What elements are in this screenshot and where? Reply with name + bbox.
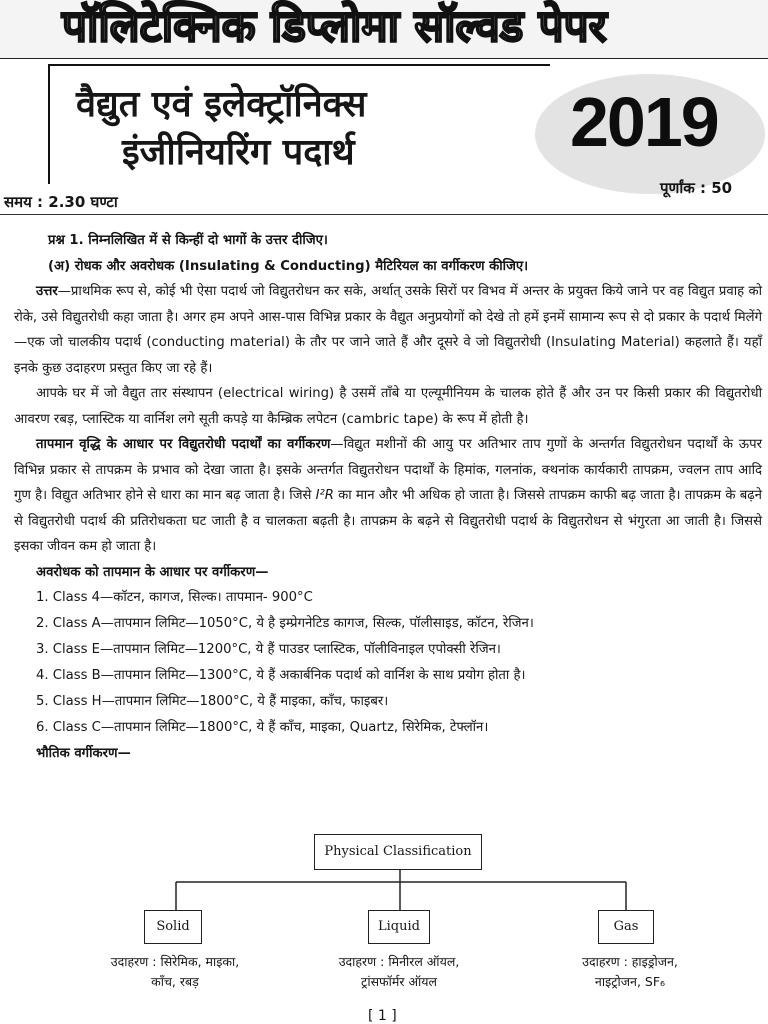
question-title: प्रश्न 1. निम्नलिखित में से किन्हीं दो भागों के उत्तर दीजिए। — [48, 233, 328, 248]
insulator-classification-heading: अवरोधक को तापमान के आधार पर वर्गीकरण— — [36, 564, 269, 580]
list-item: 5. Class H—तापमान लिमिट—1800°C, ये हैं माइका, काँच, फाइबर। — [36, 694, 389, 709]
solid-examples: उदाहरण : सिरेमिक, माइका, काँच, रबड़ — [110, 954, 240, 989]
solid-node: Solid — [144, 910, 202, 944]
gas-examples: उदाहरण : हाइड्रोजन, नाइट्रोजन, SF₆ — [582, 954, 678, 989]
title-box — [48, 64, 550, 184]
list-item: 4. Class B—तापमान लिमिट—1300°C, ये हैं अकार्बनिक पदार्थ को वार्निश के साथ प्रयोग होता है। — [36, 668, 526, 683]
temperature-classification-heading: तापमान वृद्धि के आधार पर विद्युतरोधी पदार्थों का वर्गीकरण — [36, 437, 331, 452]
list-item: 3. Class E—तापमान लिमिट—1200°C, ये हैं पाउडर प्लास्टिक, पॉलीविनाइल एपोक्सी रेजिन। — [36, 642, 501, 657]
gas-node: Gas — [598, 910, 654, 944]
liquid-node: Liquid — [368, 910, 430, 944]
answer-text-1: —प्राथमिक रूप से, कोई भी ऐसा पदार्थ जो विद्युतरोधन कर सके, अर्थात् उसके सिरों पर विभव में अन्तर के प्रयुक्त किये जाने पर वह विद्युत प्रवाह को रोके, उसे विद्युतरोधी कहा जाता है। अगर हम अपने आस-पास विभिन्न प्रकार के वैद्युत अनुप्रयोगों को देखे तो हमें इनमें सामान्य रूप से दो प्रकार के पदार्थ मिलेंगे—एक जो चालकीय पदार्थ (conducting material) के तौर पर जाने जाते हैं और दूसरे वे जो विद्युतरोधी (Insulating Material) कहलाते हैं। यहाँ इनके कुछ उदाहरण प्रस्तुत किए जा रहे हैं। — [14, 284, 762, 376]
root-node: Physical Classification — [314, 834, 482, 870]
answer-paragraph-3 — [14, 432, 762, 560]
answer-paragraph-2: आपके घर में जो वैद्युत तार संस्थापन (electrical wiring) है उसमें ताँबे या एल्यूमीनियम के चालक होते हैं और उन पर किसी प्रकार की विद्युतरोधी आवरण रबड़, प्लास्टिक या वार्निश लगे सूती कपड़े या कैम्ब्रिक लपेटन (cambric tape) के रूप में होती है। — [14, 386, 762, 427]
list-item: 2. Class A—तापमान लिमिट—1050°C, ये है इम्प्रेगनेटिड कागज, सिल्क, पॉलीसाइड, कॉटन, रेजिन। — [36, 616, 534, 631]
physical-classification-heading: भौतिक वर्गीकरण— — [36, 746, 131, 761]
list-item: 6. Class C—तापमान लिमिट—1800°C, ये हैं काँच, माइका, Quartz, सिरेमिक, टेफ्लॉन। — [36, 720, 489, 735]
exam-time: समय : 2.30 घण्टा — [4, 193, 118, 211]
page-number: [ 1 ] — [368, 1008, 397, 1024]
series-banner — [0, 0, 768, 59]
answer-text-3a: —विद्युत मशीनों की आयु पर अतिभार ताप गुणों के अन्तर्गत विद्युतरोधन पदार्थों के ऊपर विभिन्न प्रकार से तापक्रम के प्रभाव को देखा जाता है। इसके अन्तर्गत विद्युतरोधन पदार्थों के हिमांक, गलनांक, क्थनांक कार्यकारी तापक्रम, ज्वलन ताप आदि गुण है। विद्युत अतिभार होने से धारा का मान बढ़ जाता है। जिसे — [14, 437, 762, 503]
physical-classification-diagram — [0, 826, 768, 1024]
question-body — [14, 228, 762, 767]
subject-title-line2: इंजीनियरिंग पदार्थ — [122, 132, 355, 173]
series-title: पॉलिटेक्निक डिप्लोमा सॉल्वड पेपर — [62, 1, 607, 52]
insulation-class-list — [14, 585, 762, 741]
answer-paragraph-1 — [14, 279, 762, 381]
sub-question: (अ) रोधक और अवरोधक (Insulating & Conducting) मैटिरियल का वर्गीकरण कीजिए। — [48, 258, 529, 274]
answer-text-3b: का मान और भी अधिक हो जाता है। जिससे तापक्रम काफी बढ़ जाता है। तापक्रम के बढ़ने से विद्युतरोधी पदार्थ की प्रतिरोधकता घट जाती है व चालकता बढ़ती है। तापक्रम के बढ़ने से विद्युतरोधी पदार्थ के विद्युतरोधन से भंगुरता आ जाती है। जिससे इसका जीवन कम हो जाता है। — [14, 488, 762, 554]
liquid-examples: उदाहरण : मिनीरल ऑयल, ट्रांसफॉर्मर ऑयल — [338, 954, 460, 989]
i2r-formula: I²R — [315, 488, 334, 503]
header-divider — [0, 214, 768, 215]
max-marks: पूर्णांक : 50 — [660, 179, 733, 197]
year-label: 2019 — [570, 83, 718, 161]
answer-label: उत्तर — [36, 284, 58, 299]
subject-title-line1: वैद्युत एवं इलेक्ट्रॉनिक्स — [76, 84, 367, 125]
list-item: 1. Class 4—कॉटन, कागज, सिल्क। तापमान- 900°C — [36, 590, 313, 605]
